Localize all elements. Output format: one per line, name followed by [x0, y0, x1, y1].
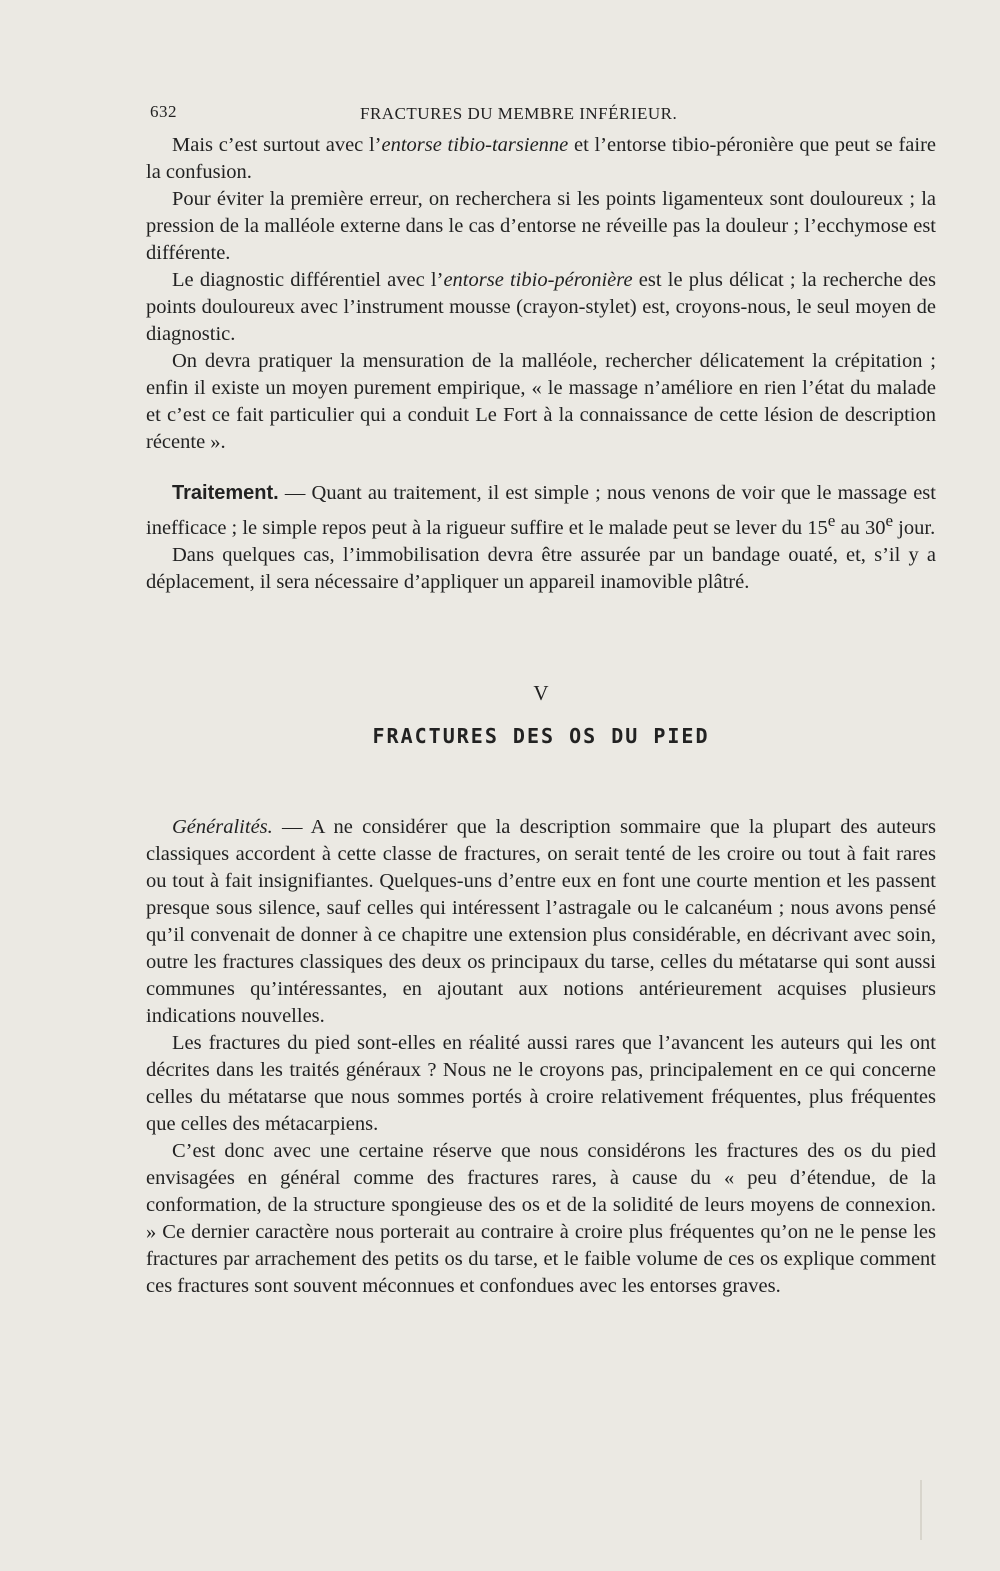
run-in-heading-generalites: Généralités.: [172, 815, 273, 838]
text-span: est le plus délicat ; la recherche des points douloureux avec l’instrument mousse (crayon-stylet) est, croyons-nous, le seul moyen de diagnostic.: [146, 269, 936, 345]
paragraph-generalites: [146, 814, 936, 1030]
text-span: au 30: [835, 516, 886, 539]
paragraph-traitement: [146, 480, 936, 542]
italic-term: entorse tibio-tarsienne: [381, 134, 569, 156]
page-header: [150, 100, 940, 130]
italic-term: entorse tibio-péronière: [443, 269, 633, 291]
superscript: e: [885, 511, 894, 530]
text-span: et l’entorse tibio-péronière que peut se faire la confusion.: [146, 134, 937, 183]
paragraph-mensuration: On devra pratiquer la mensuration de la malléole, rechercher délicatement la crépitation ; enfin il existe un moyen purement empirique, « le massage n’améliore en rien l’état du malade et c’est ce fait particulier qui a conduit Le Fort à la connaissance de cette lésion de description récente ».: [146, 350, 936, 453]
section-heading-block: [146, 596, 936, 814]
spacer: [146, 456, 936, 480]
paragraph-immobilisation: Dans quelques cas, l’immobilisation devra être assurée par un bandage ouaté, et, s’il y a déplacement, il sera nécessaire d’appliquer un appareil inamovible plâtré.: [146, 543, 936, 593]
paragraph-rarity: Les fractures du pied sont-elles en réalité aussi rares que l’avancent les auteurs qui les ont décrites dans les traités généraux ? Nous ne le croyons pas, principalement en ce qui concerne celles du métatarse que nous sommes portés à croire relativement fréquentes, plus fréquentes que celles des métacarpiens.: [146, 1031, 936, 1135]
page-edge-mark: [920, 1480, 962, 1540]
superscript: e: [827, 511, 836, 530]
running-title: FRACTURES DU MEMBRE INFÉRIEUR.: [360, 104, 678, 123]
text-span: — Quant au traitement, il est simple ; nous venons de voir que le massage est inefficace ; le simple repos peut à la rigueur suffire et le malade peut se lever du 15: [146, 482, 936, 539]
text-span: — A ne considérer que la description sommaire que la plupart des auteurs classiques accordent à cette classe de fractures, on serait tenté de les croire ou tout à fait rares ou tout à fait insignifiantes. Quelques-uns d’entre eux en font une courte mention et les passent presque sous silence, sauf celles qui intéressent l’astragale ou le calcanéum ; nous avons pensé qu’il convenait de donner à ce chapitre une extension plus considérable, en décrivant avec soin, outre les fractures classiques des deux os principaux du tarse, celles du métatarse qui sont aussi communes qu’intéressantes, en ajoutant aux notions antérieurement acquises plusieurs indications nouvelles.: [146, 815, 936, 1027]
paragraph-first-error: Pour éviter la première erreur, on recherchera si les points ligamenteux sont douloureux ; la pression de la malléole externe dans le cas d’entorse ne réveille pas la douleur ; l’ecchymose est différente.: [146, 188, 936, 264]
page-number: 632: [150, 102, 177, 121]
run-in-heading-traitement: Traitement.: [172, 482, 279, 504]
page-body: [146, 132, 936, 1300]
section-number: V: [533, 680, 549, 705]
text-span: Mais c’est surtout avec l’: [172, 134, 382, 156]
text-span: jour.: [893, 516, 936, 539]
paragraph-differential-diagnosis: [146, 267, 936, 348]
section-title: FRACTURES DES OS DU PIED: [372, 723, 710, 748]
text-span: Le diagnostic différentiel avec l’: [172, 269, 444, 291]
paragraph-confusion: [146, 132, 936, 186]
paragraph-reserve: C’est donc avec une certaine réserve que nous considérons les fractures des os du pied envisagées en général comme des fractures rares, à cause du « peu d’étendue, de la conformation, de la structure spongieuse des os et de la solidité de leurs moyens de connexion. » Ce dernier caractère nous porterait au contraire à croire plus fréquentes qu’on ne le pense les fractures par arrachement des petits os du tarse, et le faible volume de ces os explique comment ces fractures sont souvent méconnues et confondues avec les entorses graves.: [146, 1139, 936, 1297]
